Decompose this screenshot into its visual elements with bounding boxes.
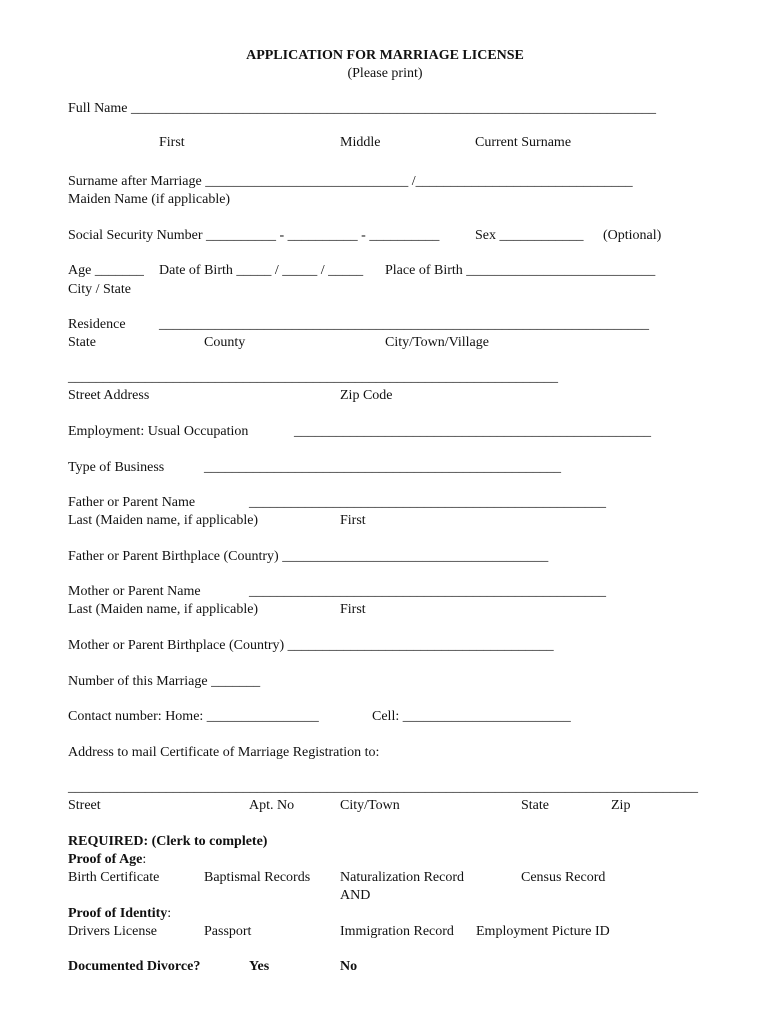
state-label: State (68, 335, 96, 350)
full-name-field[interactable]: Full Name ___________________________________________________________________________ (68, 101, 656, 116)
mother-birthplace-field[interactable]: Mother or Parent Birthplace (Country) ______________________________________ (68, 638, 554, 653)
divorce-no-option[interactable]: No (340, 959, 358, 974)
current-surname-label: Current Surname (475, 135, 572, 150)
proof-of-age-heading (68, 852, 146, 868)
father-name-field[interactable]: ___________________________________________________ (249, 495, 606, 510)
mail-address-label: Address to mail Certificate of Marriage Registration to: (68, 745, 380, 760)
required-heading: REQUIRED: (Clerk to complete) (68, 834, 268, 849)
mother-last-label: Last (Maiden name, if applicable) (68, 602, 259, 617)
mother-first-label: First (340, 602, 366, 617)
first-name-label: First (159, 135, 185, 150)
county-label: County (204, 335, 246, 350)
employment-label: Employment: Usual Occupation (68, 424, 249, 439)
form-subtitle: (Please print) (347, 66, 423, 81)
proof-of-age-title: Proof of Age (68, 852, 143, 867)
middle-name-label: Middle (340, 135, 381, 150)
father-last-label: Last (Maiden name, if applicable) (68, 513, 259, 528)
place-of-birth-field[interactable]: Place of Birth ___________________________ (385, 263, 656, 278)
cell-phone-field[interactable]: Cell: ________________________ (372, 709, 571, 724)
baptismal-records-option: Baptismal Records (204, 870, 311, 885)
sex-field[interactable]: Sex ____________ (475, 228, 584, 243)
proof-of-age-colon: : (142, 852, 147, 867)
maiden-name-label: Maiden Name (if applicable) (68, 192, 231, 207)
mother-name-field[interactable]: ___________________________________________________ (249, 584, 606, 599)
employment-field[interactable]: ___________________________________________________ (294, 424, 651, 439)
form-title: APPLICATION FOR MARRIAGE LICENSE (246, 48, 524, 63)
father-first-label: First (340, 513, 366, 528)
residence-label: Residence (68, 317, 126, 332)
residence-field[interactable]: ______________________________________________________________________ (159, 317, 649, 332)
age-field[interactable]: Age _______ (68, 263, 144, 278)
mail-city-label: City/Town (340, 798, 400, 813)
business-label: Type of Business (68, 460, 165, 475)
naturalization-record-option: Naturalization Record (340, 870, 465, 885)
city-state-label: City / State (68, 282, 131, 297)
employment-picture-id-option: Employment Picture ID (476, 924, 610, 939)
mail-state-label: State (521, 798, 549, 813)
surname-after-marriage-field[interactable]: Surname after Marriage _____________________________ /_______________________________ (68, 174, 633, 189)
mother-name-label: Mother or Parent Name (68, 584, 201, 599)
city-town-village-label: City/Town/Village (385, 335, 489, 350)
mail-address-field[interactable]: __________________________________________________________________________________________ (68, 780, 698, 795)
census-record-option: Census Record (521, 870, 606, 885)
proof-of-identity-title: Proof of Identity (68, 906, 168, 921)
date-of-birth-field[interactable]: Date of Birth _____ / _____ / _____ (159, 263, 364, 278)
passport-option: Passport (204, 924, 252, 939)
street-address-label: Street Address (68, 388, 150, 403)
ssn-field[interactable]: Social Security Number __________ - __________ - __________ (68, 228, 440, 243)
mail-apt-label: Apt. No (249, 798, 295, 813)
zip-code-label: Zip Code (340, 388, 393, 403)
street-address-field[interactable]: ______________________________________________________________________ (68, 370, 558, 385)
proof-of-identity-heading (68, 906, 171, 922)
birth-certificate-option: Birth Certificate (68, 870, 160, 885)
immigration-record-option: Immigration Record (340, 924, 454, 939)
drivers-license-option: Drivers License (68, 924, 158, 939)
mail-street-label: Street (68, 798, 101, 813)
business-field[interactable]: ___________________________________________________ (204, 460, 561, 475)
mail-zip-label: Zip (611, 798, 631, 813)
proof-of-identity-colon: : (167, 906, 172, 921)
divorce-yes-option[interactable]: Yes (249, 959, 270, 974)
father-name-label: Father or Parent Name (68, 495, 196, 510)
father-birthplace-field[interactable]: Father or Parent Birthplace (Country) ______________________________________ (68, 549, 549, 564)
documented-divorce-label: Documented Divorce? (68, 959, 201, 974)
marriage-number-field[interactable]: Number of this Marriage _______ (68, 674, 261, 689)
and-label: AND (340, 888, 371, 903)
optional-note: (Optional) (603, 228, 662, 243)
home-phone-field[interactable]: Contact number: Home: ________________ (68, 709, 319, 724)
